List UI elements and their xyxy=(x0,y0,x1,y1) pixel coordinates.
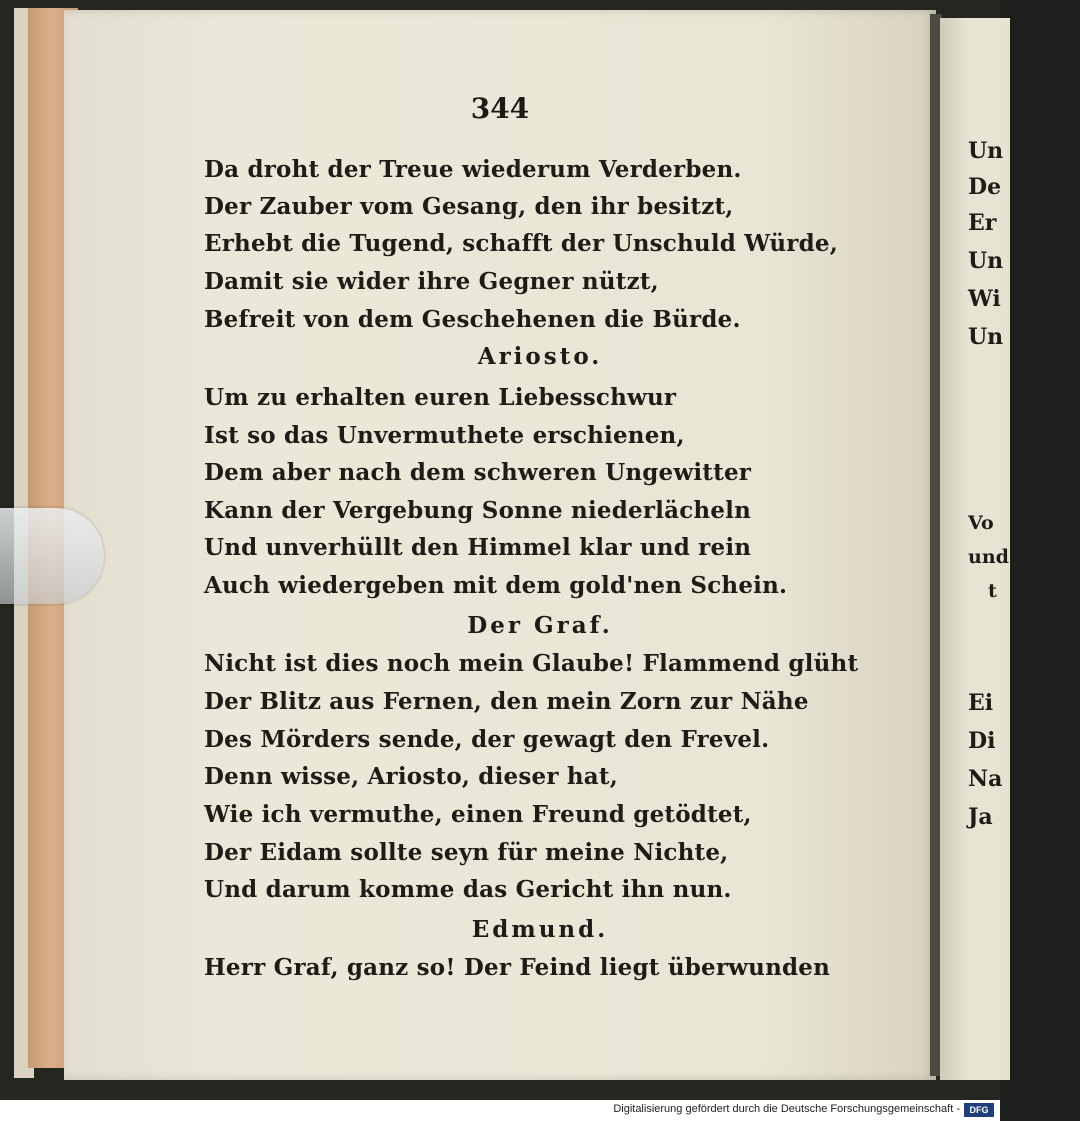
verse-line: Nicht ist dies noch mein Glaube! Flammend glüht xyxy=(204,650,859,677)
verse-line: Auch wiedergeben mit dem gold'nen Schein. xyxy=(204,572,788,599)
verse-line: Und darum komme das Gericht ihn nun. xyxy=(204,876,732,903)
page-number: 344 xyxy=(470,92,530,125)
facing-page-fragment: Er xyxy=(968,210,997,236)
verse-line: Herr Graf, ganz so! Der Feind liegt überwunden xyxy=(204,954,831,981)
verse-line: Befreit von dem Geschehenen die Bürde. xyxy=(204,306,741,333)
funding-credit: Digitalisierung gefördert durch die Deutsche Forschungsgemeinschaft - xyxy=(613,1103,960,1115)
verse-line: Denn wisse, Ariosto, dieser hat, xyxy=(204,763,618,790)
facing-page-fragment: t xyxy=(988,580,997,602)
verse-line: Dem aber nach dem schweren Ungewitter xyxy=(204,459,752,486)
verse-line: Ist so das Unvermuthete erschienen, xyxy=(204,422,685,449)
speaker-heading: Der Graf. xyxy=(467,612,613,639)
verse-line: Wie ich vermuthe, einen Freund getödtet, xyxy=(204,801,752,828)
verse-line: Damit sie wider ihre Gegner nützt, xyxy=(204,268,659,295)
facing-page-fragment: De xyxy=(968,174,1002,200)
verse-line: Erhebt die Tugend, schafft der Unschuld Würde, xyxy=(204,230,838,257)
facing-page-fragment: Na xyxy=(968,766,1003,792)
footer-bar xyxy=(0,1100,1000,1121)
facing-page-fragment: Ei xyxy=(968,690,994,716)
facing-page-fragment: und xyxy=(968,546,1009,568)
page-clip xyxy=(0,508,104,604)
verse-line: Des Mörders sende, der gewagt den Frevel. xyxy=(204,726,770,753)
dfg-logo: DFG xyxy=(964,1103,994,1117)
facing-page-fragment: Di xyxy=(968,728,996,754)
verse-line: Der Blitz aus Fernen, den mein Zorn zur Nähe xyxy=(204,688,809,715)
facing-page-fragment: Un xyxy=(968,138,1004,164)
facing-page-fragment: Wi xyxy=(968,286,1001,312)
facing-page-fragment: Un xyxy=(968,324,1004,350)
speaker-heading: Ariosto. xyxy=(477,343,603,370)
facing-page-fragment: Un xyxy=(968,248,1004,274)
verse-line: Der Zauber vom Gesang, den ihr besitzt, xyxy=(204,193,734,220)
verse-line: Um zu erhalten euren Liebesschwur xyxy=(204,384,677,411)
verse-line: Und unverhüllt den Himmel klar und rein xyxy=(204,534,752,561)
facing-page-fragment: Vo xyxy=(968,512,994,534)
speaker-heading: Edmund. xyxy=(471,916,609,943)
verse-line: Der Eidam sollte seyn für meine Nichte, xyxy=(204,839,729,866)
verse-line: Kann der Vergebung Sonne niederlächeln xyxy=(204,497,752,524)
facing-page-fragment: Ja xyxy=(968,804,993,830)
verse-line: Da droht der Treue wiederum Verderben. xyxy=(204,156,742,183)
